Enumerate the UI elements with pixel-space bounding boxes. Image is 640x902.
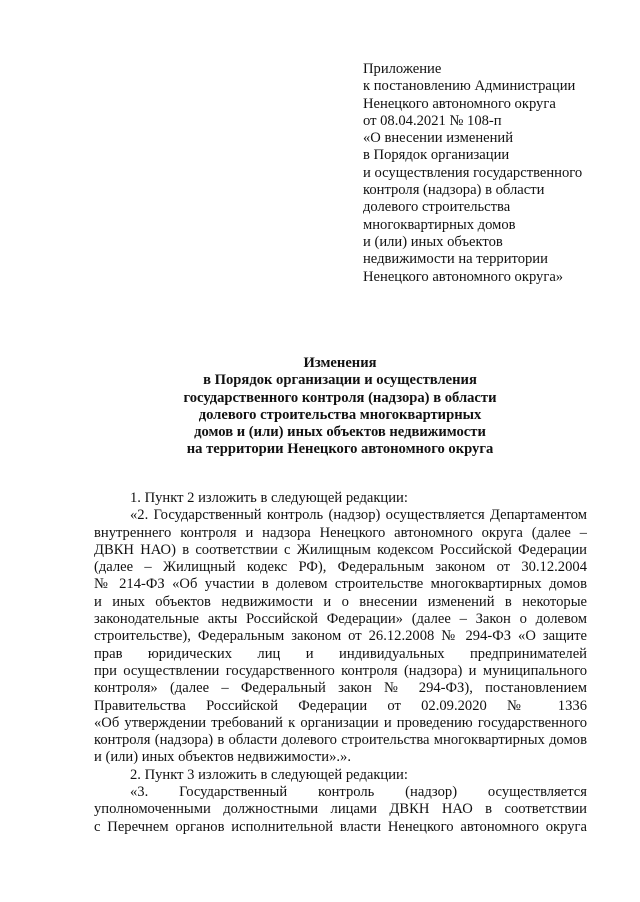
appendix-line: к постановлению Администрации bbox=[363, 78, 576, 95]
body-line: и (или) иных объектов недвижимости».». bbox=[94, 749, 351, 766]
body-line: с Перечнем органов исполнительной власти Ненецкого автономного округа bbox=[94, 818, 587, 835]
title-line: в Порядок организации и осуществления bbox=[203, 372, 477, 389]
body-line: (далее – Жилищный кодекс РФ), Федеральным законом от 30.12.2004 bbox=[94, 559, 587, 576]
title-line: долевого строительства многоквартирных bbox=[198, 406, 482, 423]
appendix-line: в Порядок организации bbox=[363, 147, 510, 164]
body-line: «3. Государственный контроль (надзор) осуществляется bbox=[130, 784, 587, 801]
body-line: при осуществлении государственного контроля (надзора) и муниципального bbox=[94, 662, 587, 679]
body-line: 2. Пункт 3 изложить в следующей редакции: bbox=[130, 766, 408, 783]
title-line: Изменения bbox=[303, 355, 377, 371]
body-line: Правительства Российской Федерации от 02.09.2020 № 1336 bbox=[94, 697, 587, 714]
body-line: строительстве), Федеральным законом от 26.12.2008 № 294-ФЗ «О защите bbox=[94, 628, 587, 645]
body-line: законодательные акты Российской Федерации» (далее – Закон о долевом bbox=[94, 611, 587, 628]
appendix-line: и осуществления государственного bbox=[363, 164, 583, 181]
appendix-line: долевого строительства bbox=[363, 199, 511, 216]
title-line: государственного контроля (надзора) в области bbox=[183, 389, 497, 406]
appendix-line: от 08.04.2021 № 108-п bbox=[363, 112, 502, 129]
appendix-line: Ненецкого автономного округа bbox=[363, 95, 556, 112]
body-line: уполномоченными должностными лицами ДВКН НАО в соответствии bbox=[94, 801, 587, 818]
body-line: контроля» (далее – Федеральный закон № 294-ФЗ), постановлением bbox=[94, 680, 587, 697]
document-title bbox=[95, 355, 585, 459]
body-line: № 214-ФЗ «Об участии в долевом строительстве многоквартирных домов bbox=[94, 576, 587, 593]
appendix-block bbox=[363, 61, 628, 286]
appendix-line: недвижимости на территории bbox=[363, 251, 548, 268]
body-line: 1. Пункт 2 изложить в следующей редакции: bbox=[130, 490, 408, 506]
body-line: внутреннего контроля и надзора Ненецкого автономного округа (далее – bbox=[94, 524, 587, 541]
appendix-line: Приложение bbox=[363, 61, 442, 77]
appendix-line: «О внесении изменений bbox=[363, 130, 514, 147]
body-line: контроля (надзора) в области долевого строительства многоквартирных домов bbox=[94, 732, 587, 749]
appendix-line: многоквартирных домов bbox=[363, 216, 516, 233]
body-line: «Об утверждении требований к организации и проведению государственного bbox=[94, 714, 587, 731]
body-line: «2. Государственный контроль (надзор) осуществляется Департаментом bbox=[130, 507, 587, 524]
body-line: и иных объектов недвижимости и о внесении изменений в некоторые bbox=[94, 593, 587, 610]
body-line: прав юридических лиц и индивидуальных предпринимателей bbox=[94, 645, 587, 662]
appendix-line: Ненецкого автономного округа» bbox=[363, 268, 564, 285]
document-body bbox=[94, 490, 587, 836]
title-line: домов и (или) иных объектов недвижимости bbox=[194, 424, 486, 441]
appendix-line: контроля (надзора) в области bbox=[363, 182, 545, 199]
body-line: ДВКН НАО) в соответствии с Жилищным кодексом Российской Федерации bbox=[94, 541, 587, 558]
title-line: на территории Ненецкого автономного округа bbox=[186, 441, 494, 458]
appendix-line: и (или) иных объектов bbox=[363, 233, 503, 250]
